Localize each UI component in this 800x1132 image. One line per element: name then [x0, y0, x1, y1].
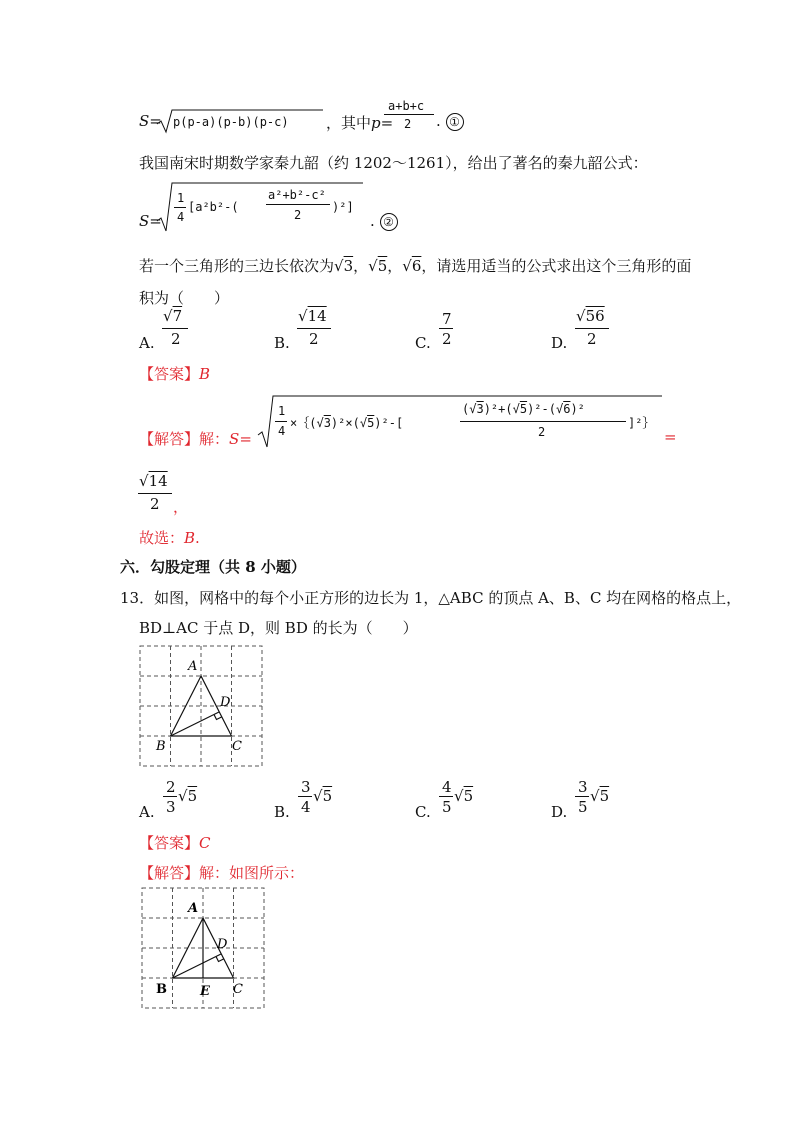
qin-quarter-num: 1 — [177, 191, 185, 205]
qin-quarter-den: 4 — [177, 210, 185, 224]
q13-option-a-bar — [163, 796, 177, 797]
q13-option-b-rad-value: 5 — [322, 787, 333, 805]
q12-sol-fn-d: )² — [570, 402, 585, 416]
q13-option-b-rad: √5 — [313, 787, 333, 805]
q13-fig-label-b: B — [156, 739, 166, 754]
q12-side-2-radicand: 5 — [377, 257, 388, 275]
q12-side-3: √6 — [402, 257, 422, 275]
q12-sol-t2: )²×( — [330, 416, 360, 430]
q13-fig2-label-d: D — [217, 937, 228, 952]
qin-part1: [a²b²-( — [188, 200, 239, 214]
heron-end — [436, 112, 464, 131]
q12-sol-t1: ×｛( — [290, 416, 317, 430]
q13-solution-tag: 【解答】 — [139, 864, 200, 882]
q12-sol-frac-den: 2 — [538, 425, 546, 439]
q12-option-b-bar — [297, 328, 331, 329]
q12-option-c-bar — [439, 328, 453, 329]
q13-fig2-label-e: E — [200, 984, 210, 999]
q12-side-1: √3 — [334, 257, 354, 275]
heron-p-var: p — [371, 114, 381, 132]
q12-solution-tag: 【解答】 — [139, 430, 200, 448]
q12-option-b-label[interactable]: B. — [274, 334, 290, 352]
q12-option-a-num-value: 7 — [172, 307, 183, 325]
q12-conclusion-period: . — [195, 529, 200, 547]
q12-option-b-den: 2 — [309, 330, 319, 348]
q12-result-den: 2 — [150, 495, 160, 513]
q12-sol-t3: )²-[ — [374, 416, 404, 430]
q13-fig2-label-b: B — [156, 982, 167, 997]
q13-fig2-label-c: C — [233, 982, 243, 997]
q12-option-d-bar — [575, 328, 609, 329]
q12-solution-s: S — [229, 430, 240, 448]
q12-option-a-num: √7 — [163, 307, 183, 325]
qin-end — [370, 212, 398, 231]
q12-answer-tag: 【答案】 — [139, 365, 200, 383]
qin-inner-bar — [266, 204, 330, 205]
q12-result-num: √14 — [139, 472, 168, 490]
qin-inner-num: a²+b²-c² — [268, 188, 326, 202]
q13-solution-text: 解：如图所示： — [199, 864, 305, 882]
q12-conclusion-choice: B — [184, 529, 196, 547]
q13-option-b-num: 3 — [301, 778, 311, 796]
q12-result-num-value: 14 — [148, 472, 168, 490]
q12-option-a-label[interactable]: A. — [139, 334, 155, 352]
q13-option-c-bar — [439, 796, 453, 797]
q12-option-a-den: 2 — [171, 330, 181, 348]
q13-option-d-num: 3 — [578, 778, 588, 796]
q12-sol-quarter-num: 1 — [278, 404, 286, 418]
q13-option-c-rad-value: 5 — [463, 787, 474, 805]
formula-marker-2: ② — [380, 213, 398, 231]
q12-option-d-label[interactable]: D. — [551, 334, 568, 352]
q13-fig-label-a: A — [188, 659, 198, 674]
q13-option-b-den: 4 — [301, 798, 311, 816]
q12-sol-fn-r5: 5 — [519, 402, 528, 416]
q13-option-a-den: 3 — [166, 798, 176, 816]
qin-s: S= — [139, 212, 162, 230]
q13-fig-label-d: D — [220, 695, 231, 710]
q13-option-a-rad-value: 5 — [187, 787, 198, 805]
q13-solution-figure — [130, 882, 270, 1012]
heron-p-numerator: a+b+c — [388, 99, 425, 113]
q12-sol-fn-b: )²+( — [483, 402, 513, 416]
q12-option-b-num: √14 — [298, 307, 327, 325]
q12-result-bar — [138, 493, 172, 494]
q13-option-a-rad: √5 — [178, 787, 198, 805]
q12-option-c-label[interactable]: C. — [415, 334, 431, 352]
heron-s: S= — [139, 112, 162, 130]
q12-line1-text-a: 若一个三角形的三边长依次为 — [139, 257, 335, 275]
q12-sol-quarter-den: 4 — [278, 424, 286, 438]
q13-grid-figure — [128, 640, 268, 770]
q13-fig-label-c: C — [232, 739, 242, 754]
q12-sol-tail: ]²｝ — [628, 416, 655, 430]
q13-answer-tag: 【答案】 — [139, 834, 200, 852]
qin-period: . — [370, 212, 375, 230]
q12-sep-2: ， — [387, 257, 403, 275]
q12-answer-value: B — [199, 365, 211, 383]
q12-conclusion — [139, 527, 200, 548]
q12-sol-expr: ×｛(√3)²×(√5)²-[ — [290, 416, 404, 430]
q13-option-b-bar — [298, 796, 312, 797]
q12-sep-1: ， — [353, 257, 369, 275]
q13-option-d-den: 5 — [578, 798, 588, 816]
q12-line1-text-b: ，请选用适当的公式求出这个三角形的面 — [421, 257, 692, 275]
q12-option-c-den: 2 — [442, 330, 452, 348]
q13-answer — [139, 832, 211, 853]
heron-p-denominator: 2 — [404, 117, 412, 131]
q12-sol-frac-bar — [460, 421, 626, 422]
heron-where — [326, 112, 393, 133]
q12-option-c-num: 7 — [442, 310, 452, 328]
q12-option-a-bar — [162, 328, 188, 329]
q12-option-b-num-value: 14 — [307, 307, 327, 325]
q13-option-d-bar — [575, 796, 589, 797]
q13-option-a-label[interactable]: A. — [139, 803, 155, 821]
q12-option-d-num: √56 — [576, 307, 605, 325]
heron-where-text: ，其中 — [326, 114, 372, 132]
q13-option-c-num: 4 — [442, 778, 452, 796]
qin-inner-den: 2 — [294, 208, 302, 222]
q12-option-d-num-value: 56 — [585, 307, 605, 325]
q12-sol-frac-num: (√3)²+(√5)²-(√6)² — [462, 402, 585, 416]
q13-option-d-rad: √5 — [590, 787, 610, 805]
q12-solution-head — [139, 428, 252, 449]
q12-option-d-den: 2 — [587, 330, 597, 348]
q12-sol-fn-r3: 3 — [476, 402, 484, 416]
q12-result-comma: ， — [173, 498, 189, 516]
heron-radicand: p(p-a)(p-b)(p-c) — [173, 115, 289, 129]
q13-option-c-rad: √5 — [454, 787, 474, 805]
q12-sol-fn-r6: 6 — [563, 402, 571, 416]
heron-frac-bar — [384, 114, 434, 115]
q13-option-c-den: 5 — [442, 798, 452, 816]
q12-answer — [139, 363, 210, 384]
q12-conclusion-text: 故选： — [139, 529, 185, 547]
heron-period: . — [436, 112, 441, 130]
q12-line2: 积为（ ） — [139, 289, 230, 307]
q13-option-d-label[interactable]: D. — [551, 803, 568, 821]
q12-sol-quarter-bar — [275, 421, 287, 422]
q13-option-b-label[interactable]: B. — [274, 803, 290, 821]
intro-line: 我国南宋时期数学家秦九韶（约 1202～1261），给出了著名的秦九韶公式： — [139, 154, 648, 172]
qin-quarter-bar — [174, 207, 186, 208]
q12-side-2: √5 — [368, 257, 388, 275]
q12-side-3-radicand: 6 — [411, 257, 422, 275]
qin-part2: )²] — [332, 200, 354, 214]
q12-sol-r5: 5 — [367, 416, 375, 430]
q12-line1 — [139, 255, 691, 276]
q13-line2: BD⊥AC 于点 D，则 BD 的长为（ ） — [139, 619, 418, 637]
q12-sol-trailing-eq: = — [664, 428, 677, 446]
q13-answer-value: C — [199, 834, 211, 852]
q13-option-a-num: 2 — [166, 778, 176, 796]
q12-side-1-radicand: 3 — [343, 257, 354, 275]
q12-sol-fn-a: ( — [462, 402, 470, 416]
q13-fig2-label-a: A — [188, 901, 199, 916]
formula-marker-1: ① — [446, 113, 464, 131]
q13-solution — [139, 862, 304, 883]
heron-eq: = — [380, 114, 394, 132]
q12-solution-eq: = — [239, 430, 252, 448]
q12-sol-fn-c: )²-( — [527, 402, 556, 416]
q12-solution-prefix: 解： — [199, 430, 230, 448]
q12-sol-r3: 3 — [323, 416, 331, 430]
q13-option-c-label[interactable]: C. — [415, 803, 431, 821]
q13-line1: 13．如图，网格中的每个小正方形的边长为 1，△ABC 的顶点 A、B、C 均在网格的格点上， — [120, 589, 742, 607]
q13-option-d-rad-value: 5 — [599, 787, 610, 805]
section-title: 六．勾股定理（共 8 小题） — [120, 558, 306, 576]
